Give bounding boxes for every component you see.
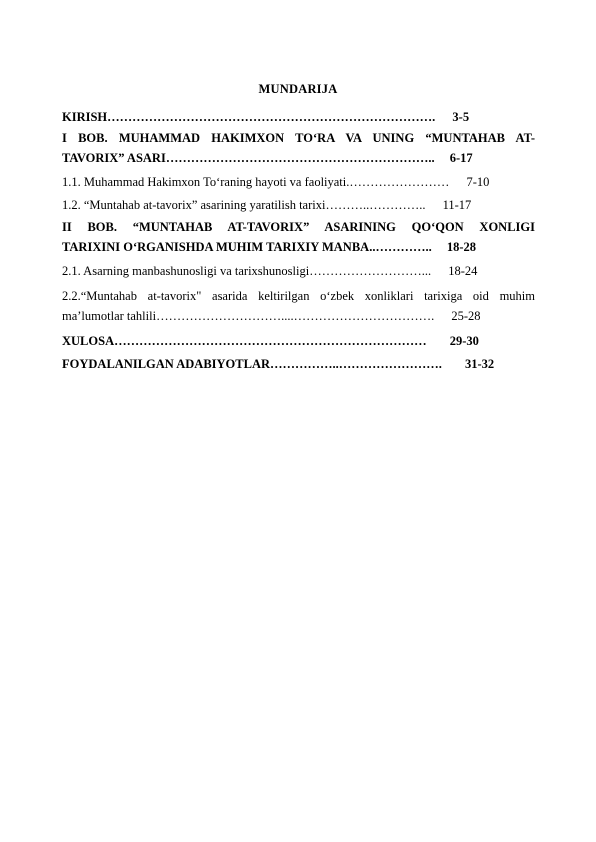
toc-entry-section-1-1[interactable] [62, 172, 535, 192]
toc-entry-page: 6-17 [449, 151, 473, 165]
toc-entry-label: FOYDALANILGAN ADABIYOTLAR……………..……………………. [62, 357, 442, 371]
toc-entry-label-cont: TARIXINI O‘RGANISHDA MUHIM TARIXIY MANBA..………….. [62, 240, 432, 254]
toc-entry-section-1-2[interactable] [62, 195, 535, 215]
toc-entry-chapter-2[interactable] [62, 217, 535, 257]
toc-entry-label: II BOB. “MUNTAHAB AT-TAVORIX” ASARINING QO‘QON XONLIGI [62, 220, 535, 234]
toc-entry-label: 1.2. “Muntahab at-tavorix” asarining yaratilish tarixi………..………….. [62, 198, 426, 212]
toc-entry-kirish[interactable] [62, 107, 535, 127]
toc-entry-label: KIRISH……………………………………………………………………. [62, 110, 436, 124]
toc-entry-page: 11-17 [442, 198, 472, 212]
toc-entry-page: 25-28 [451, 309, 481, 323]
toc-entry-label: XULOSA………………………………………………………………… [62, 334, 427, 348]
toc-entry-label: I BOB. MUHAMMAD HAKIMXON TO‘RA VA UNING “MUNTAHAB AT- [62, 131, 535, 145]
toc-entry-label-cont: TAVORIX” ASARI……………………………………………………….. [62, 151, 435, 165]
toc-entry-page: 29-30 [449, 334, 479, 348]
toc-entry-page: 18-28 [446, 240, 476, 254]
page-title: MUNDARIJA [258, 82, 338, 96]
toc-entry-label: 1.1. Muhammad Hakimxon To‘raning hayoti va faoliyati.…………………… [62, 175, 450, 189]
toc-entry-label: 2.2.“Muntahab at-tavorix" asarida keltirilgan o‘zbek xonliklari tarixiga oid muhim [62, 289, 535, 303]
toc-entry-page: 31-32 [465, 357, 495, 371]
toc-entry-bibliography[interactable] [62, 354, 535, 374]
toc-entry-page: 18-24 [448, 264, 478, 278]
toc-entry-section-2-1[interactable] [62, 261, 535, 281]
toc-entry-page: 7-10 [466, 175, 490, 189]
toc-entry-section-2-2[interactable] [62, 286, 535, 326]
toc-entry-page: 3-5 [452, 110, 470, 124]
toc-entry-label-cont: ma’lumotlar tahlili…………………………....……………………………. [62, 309, 435, 323]
toc-entry-label: 2.1. Asarning manbashunosligi va tarixshunosligi………………………... [62, 264, 432, 278]
toc-entry-chapter-1[interactable] [62, 128, 535, 168]
toc-entry-xulosa[interactable] [62, 331, 535, 351]
